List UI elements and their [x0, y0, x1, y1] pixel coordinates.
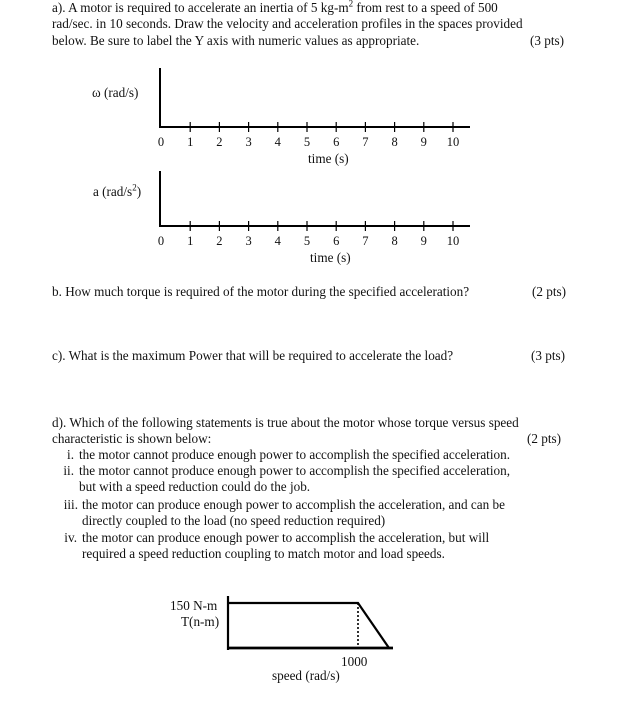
velocity-tick-label: 3 [245, 135, 252, 149]
option-iii-number: iii. [63, 497, 78, 512]
part-a-line-2: rad/sec. in 10 seconds. Draw the velocity and acceleration profiles in the spaces provided [52, 16, 523, 31]
part-c-points: (3 pts) [531, 348, 566, 363]
speed-xlabel: speed (rad/s) [272, 668, 340, 683]
accel-tick-label: 7 [362, 234, 369, 248]
option-i-line-1: the motor cannot produce enough power to accomplish the specified acceleration. [79, 447, 510, 462]
accel-ylabel: a $(rad/s^2)$ [93, 182, 142, 199]
accel-tick-label: 5 [303, 234, 311, 248]
velocity-ylabel: ω (rad/s) [92, 85, 139, 100]
part-d-line-1: d). Which of the following statements is true about the motor whose torque versus speed [52, 415, 519, 430]
part-a-points: (3 pts) [530, 33, 565, 48]
velocity-tick-label: 4 [274, 135, 281, 149]
accel-tick-label: 1 [187, 234, 194, 248]
accel-tick-label: 6 [333, 234, 340, 248]
accel-tick-label: 10 [446, 234, 460, 248]
accel-tick-label: 3 [245, 234, 252, 248]
option-i-number: i. [67, 447, 74, 462]
torque-value-label: 150 N-m [170, 598, 218, 613]
torque-speed-plot [227, 596, 393, 650]
part-b-question: b. How much torque is required of the motor during the specified acceleration? [52, 284, 470, 299]
velocity-tick-label: 6 [333, 135, 340, 149]
part-b-points: (2 pts) [532, 284, 567, 299]
accel-xlabel: time (s) [310, 250, 351, 265]
option-iv-number: iv. [64, 530, 77, 545]
torque-curve [228, 603, 389, 648]
accel-tick-label: 2 [216, 234, 223, 248]
accel-axes [158, 171, 470, 248]
option-ii-line-2: but with a speed reduction could do the job. [79, 479, 311, 494]
option-iv-line-2: required a speed reduction coupling to match motor and load speeds. [82, 546, 445, 561]
velocity-tick-label: 7 [362, 135, 369, 149]
part-a-line-1: a). A motor is required to accelerate an inertia of 5 $kg-m^2$ from rest to a speed of 500 [52, 0, 498, 15]
accel-tick-label: 8 [391, 234, 398, 248]
option-ii-number: ii. [63, 463, 74, 478]
speed-value-label: 1000 [341, 654, 368, 669]
torque-ylabel: T(n-m) [181, 614, 220, 629]
velocity-axes [158, 68, 470, 149]
accel-tick-label: 0 [157, 234, 165, 248]
velocity-tick-label: 0 [157, 135, 165, 149]
option-iv-line-1: the motor can produce enough power to accomplish the acceleration, but will [82, 530, 490, 545]
part-d-points: (2 pts) [527, 431, 562, 446]
velocity-tick-label: 10 [446, 135, 460, 149]
velocity-tick-label: 9 [420, 135, 427, 149]
part-c-question: c). What is the maximum Power that will be required to accelerate the load? [52, 348, 454, 363]
option-iii-line-1: the motor can produce enough power to accomplish the acceleration, and can be [82, 497, 505, 512]
accel-tick-label: 9 [420, 234, 427, 248]
part-d-line-2: characteristic is shown below: [52, 431, 212, 446]
velocity-tick-label: 2 [216, 135, 223, 149]
velocity-tick-label: 1 [187, 135, 194, 149]
velocity-tick-label: 5 [303, 135, 311, 149]
part-a-line-3: below. Be sure to label the Y axis with numeric values as appropriate. [52, 33, 420, 48]
velocity-tick-label: 8 [391, 135, 398, 149]
velocity-xlabel: time (s) [308, 151, 349, 166]
accel-tick-label: 4 [274, 234, 281, 248]
option-iii-line-2: directly coupled to the load (no speed reduction required) [82, 513, 386, 528]
option-ii-line-1: the motor cannot produce enough power to accomplish the specified acceleration, [79, 463, 510, 478]
